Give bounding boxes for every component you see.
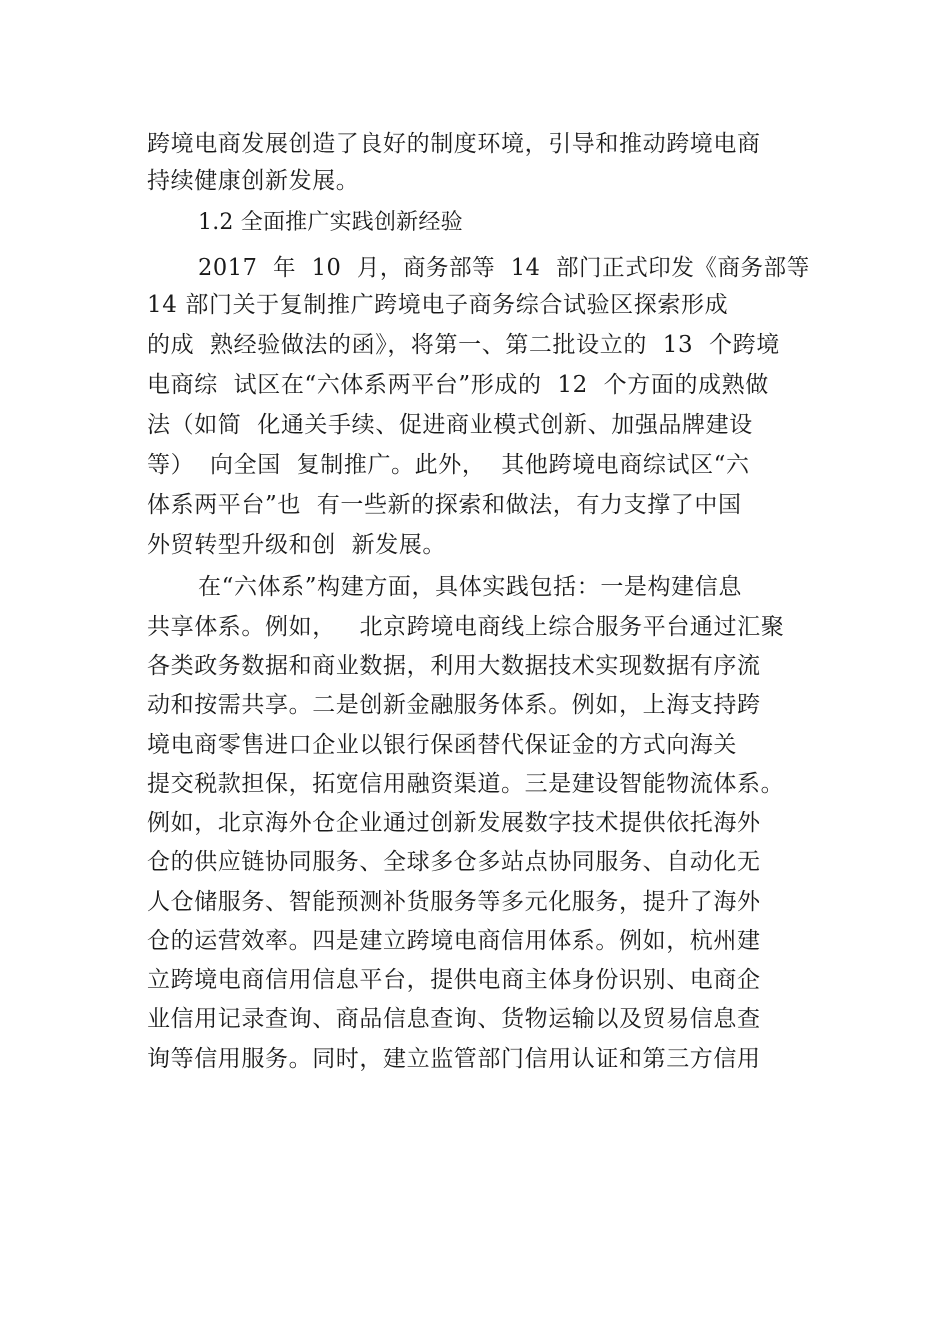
- text-line-1: 跨境电商发展创造了良好的制度环境，引导和推动跨境电商: [147, 131, 761, 157]
- text-line-18: 例如，北京海外仓企业通过创新发展数字技术提供依托海外: [147, 810, 761, 836]
- text-line-19: 仓的供应链协同服务、全球多仓多站点协同服务、自动化无: [147, 849, 761, 875]
- text-line-21: 仓的运营效率。四是建立跨境电商信用体系。例如，杭州建: [147, 928, 761, 954]
- text-line-14: 各类政务数据和商业数据，利用大数据技术实现数据有序流: [147, 653, 761, 679]
- text-line-22: 立跨境电商信用信息平台，提供电商主体身份识别、电商企: [147, 967, 761, 993]
- text-line-15: 动和按需共享。二是创新金融服务体系。例如，上海支持跨: [147, 692, 761, 718]
- text-line-2: 持续健康创新发展。: [147, 168, 360, 194]
- text-line-10: 体系两平台”也 有一些新的探索和做法，有力支撑了中国: [147, 492, 742, 518]
- text-line-24: 询等信用服务。同时，建立监管部门信用认证和第三方信用: [147, 1046, 761, 1072]
- text-line-23: 业信用记录查询、商品信息查询、货物运输以及贸易信息查: [147, 1006, 761, 1032]
- text-line-4: 2017 年 10 月，商务部等 14 部门正式印发《商务部等: [198, 255, 810, 281]
- text-line-20: 人仓储服务、智能预测补货服务等多元化服务，提升了海外: [147, 889, 761, 915]
- text-line-17: 提交税款担保，拓宽信用融资渠道。三是建设智能物流体系。: [147, 771, 785, 797]
- text-line-12: 在“六体系”构建方面，具体实践包括：一是构建信息: [198, 574, 742, 600]
- text-line-16: 境电商零售进口企业以银行保函替代保证金的方式向海关: [147, 732, 737, 758]
- text-line-6: 的成 熟经验做法的函》，将第一、第二批设立的 13 个跨境: [147, 332, 780, 358]
- text-line-13: 共享体系。例如， 北京跨境电商线上综合服务平台通过汇聚: [147, 614, 785, 640]
- section-heading: 1.2 全面推广实践创新经验: [198, 210, 463, 235]
- text-line-5: 14 部门关于复制推广跨境电子商务综合试验区探索形成: [147, 292, 729, 318]
- text-line-11: 外贸转型升级和创 新发展。: [147, 532, 447, 558]
- text-line-8: 法（如简 化通关手续、促进商业模式创新、加强品牌建设: [147, 412, 753, 438]
- text-line-7: 电商综 试区在“六体系两平台”形成的 12 个方面的成熟做: [147, 372, 769, 398]
- text-line-9: 等） 向全国 复制推广。此外， 其他跨境电商综试区“六: [147, 452, 750, 478]
